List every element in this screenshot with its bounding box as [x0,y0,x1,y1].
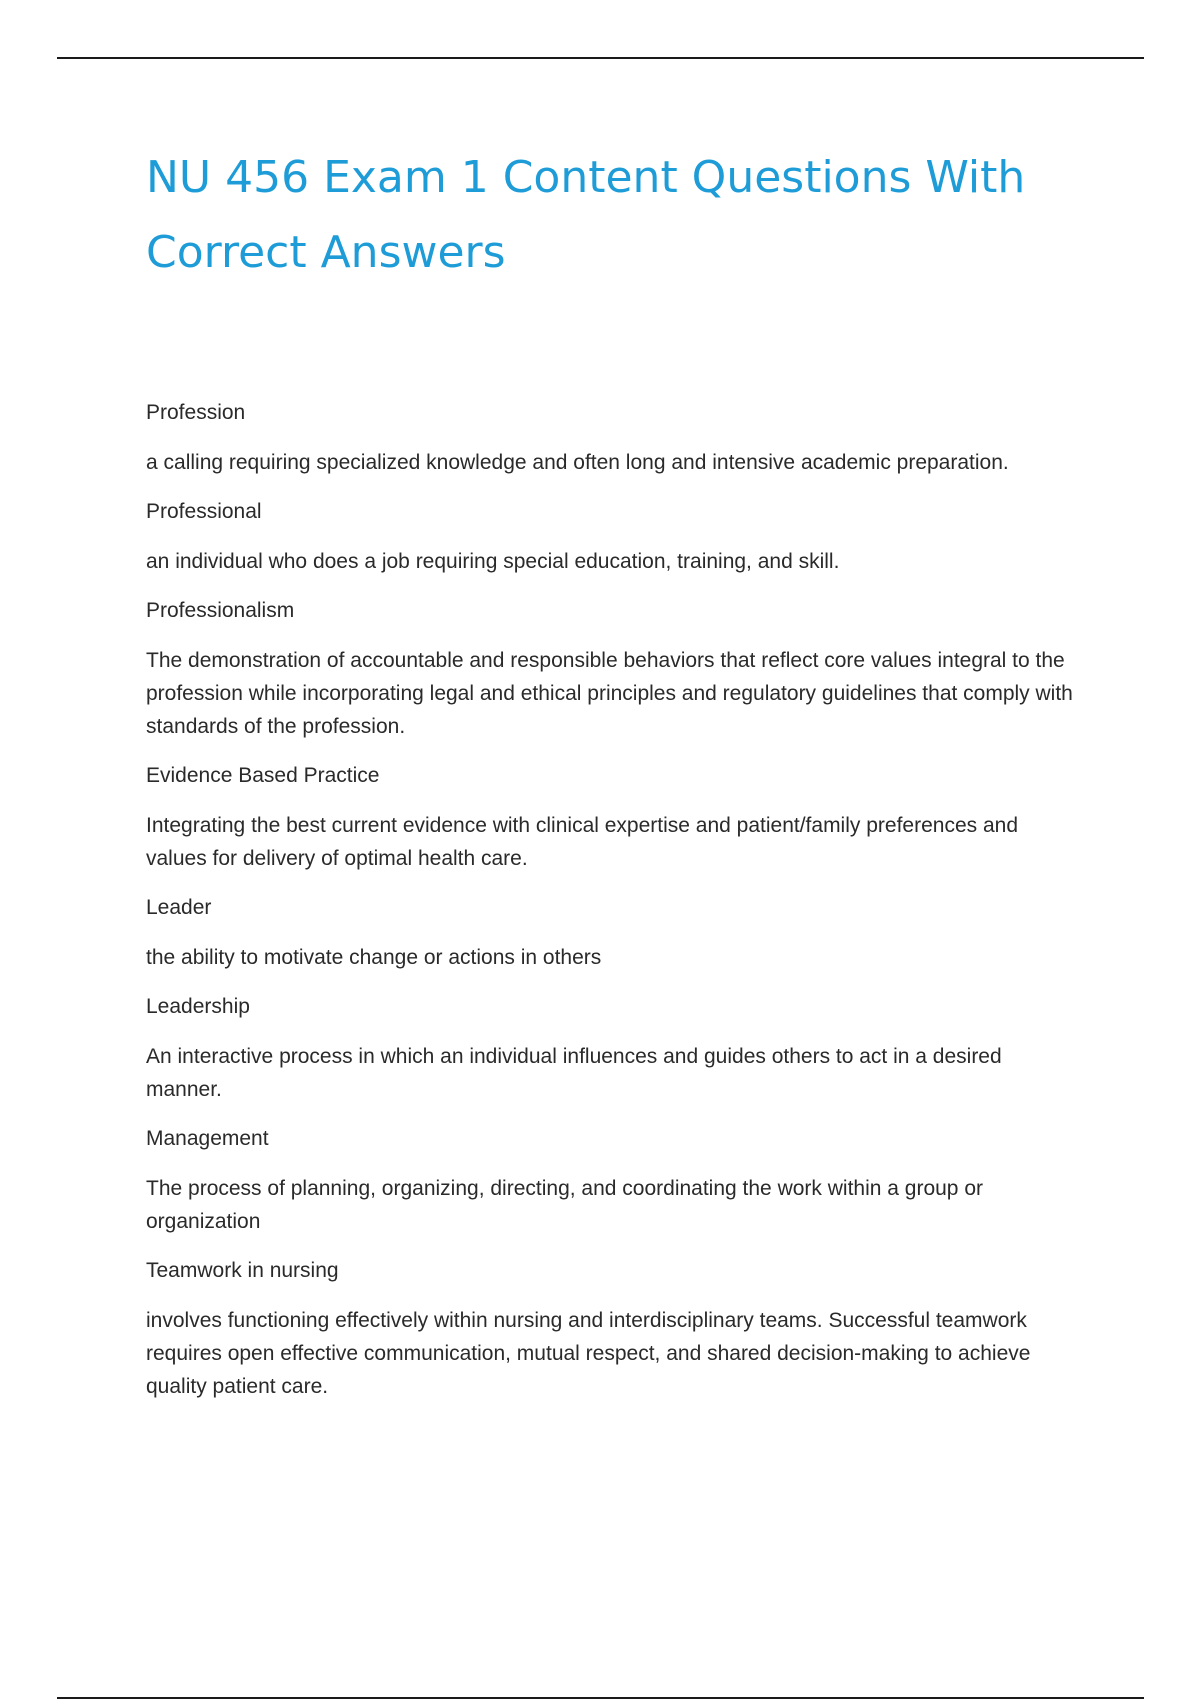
term: Evidence Based Practice [146,764,380,787]
term: Professionalism [146,599,295,622]
qa-list [146,396,1076,1419]
qa-entry [146,594,1076,743]
footer-rule [57,1697,1144,1699]
definition: The process of planning, organizing, directing, and coordinating the work within a group or organization [146,1177,983,1233]
qa-entry [146,759,1076,875]
qa-entry [146,396,1076,479]
definition: involves functioning effectively within nursing and interdisciplinary teams. Successful teamwork requires open effective communication, mutual respect, and shared decision-making to achieve quality patient care. [146,1309,1031,1398]
definition: a calling requiring specialized knowledge and often long and intensive academic preparation. [146,451,1009,474]
document-title: NU 456 Exam 1 Content Questions With Correct Answers [146,152,1026,278]
definition: the ability to motivate change or actions in others [146,946,602,969]
definition: Integrating the best current evidence with clinical expertise and patient/family preferences and values for delivery of optimal health care. [146,814,1018,870]
definition: an individual who does a job requiring special education, training, and skill. [146,550,840,573]
term: Teamwork in nursing [146,1259,339,1282]
term: Profession [146,401,246,424]
term: Leader [146,896,212,919]
header-rule [57,57,1144,59]
qa-entry [146,1122,1076,1238]
term: Leadership [146,995,250,1018]
qa-entry [146,1254,1076,1403]
qa-entry [146,495,1076,578]
qa-entry [146,891,1076,974]
term: Management [146,1127,269,1150]
term: Professional [146,500,262,523]
definition: An interactive process in which an individual influences and guides others to act in a desired manner. [146,1045,1002,1101]
definition: The demonstration of accountable and responsible behaviors that reflect core values integral to the profession while incorporating legal and ethical principles and regulatory guidelines that comply with standards of the profession. [146,649,1073,738]
qa-entry [146,990,1076,1106]
